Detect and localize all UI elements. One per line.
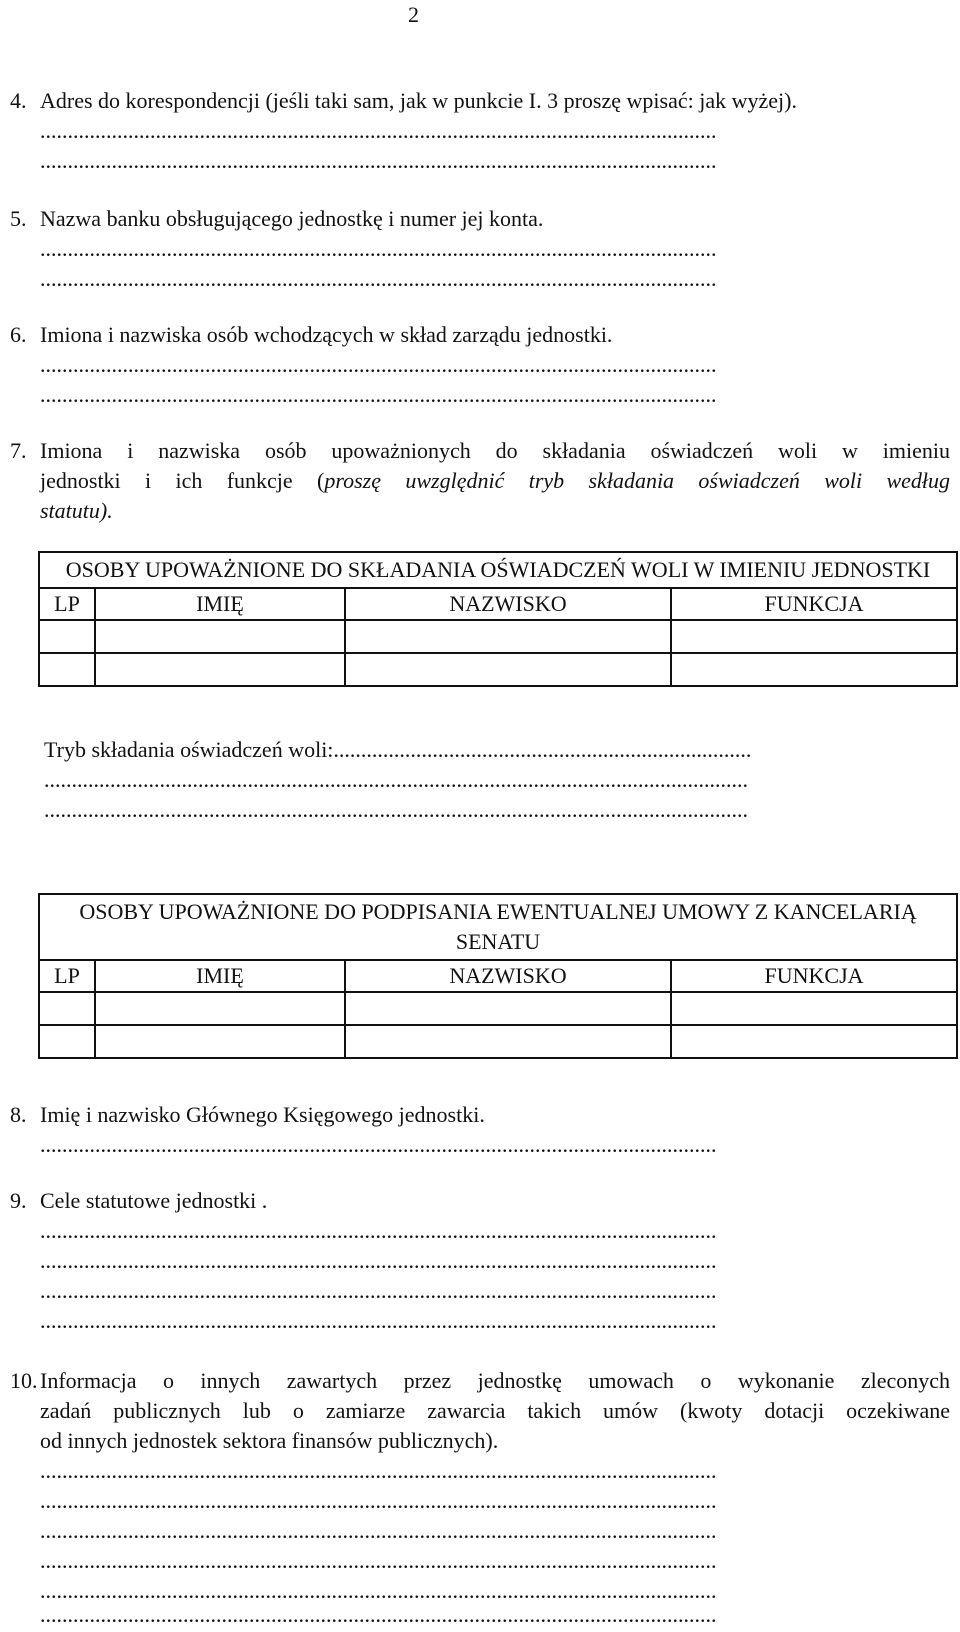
item-7-line-1: Imiona i nazwiska osób upoważnionych do składania oświadczeń woli w imieniu: [40, 438, 950, 463]
item-7-line-3: [40, 496, 950, 526]
tryb-line: [44, 735, 914, 765]
item-10-dots-2: ...........................................................................................................................: [40, 1488, 717, 1513]
item-7-text: [40, 436, 950, 526]
item-5-dots-1: ...........................................................................................................................: [40, 236, 717, 261]
item-6-dots-2: ...........................................................................................................................: [40, 382, 717, 407]
item-5-text: Nazwa banku obsługującego jednostkę i numer jej konta.: [40, 206, 544, 231]
table-row: [39, 620, 957, 653]
item-10-dots-1: ...........................................................................................................................: [40, 1458, 717, 1483]
table-cell[interactable]: [39, 653, 95, 686]
table-row: [39, 653, 957, 686]
item-10-dots-6: ...........................................................................................................................: [40, 1602, 717, 1627]
table-1-header-funkcja: FUNKCJA: [671, 588, 957, 620]
item-8-dots-1: ...........................................................................................................................: [40, 1132, 717, 1157]
tryb-dots-2: ................................................................................................................................: [44, 767, 748, 792]
item-10-line-2: zadań publicznych lub o zamiarze zawarcia takich umów (kwoty dotacji oczekiwane: [40, 1398, 950, 1423]
table-cell[interactable]: [95, 1025, 345, 1058]
item-9-dots-4: ...........................................................................................................................: [40, 1308, 717, 1333]
table-cell[interactable]: [345, 992, 671, 1025]
table-cell[interactable]: [671, 1025, 957, 1058]
table-1-header-nazwisko: NAZWISKO: [345, 588, 671, 620]
authorized-signing-table: [38, 893, 958, 1059]
table-1-header-lp: LP: [39, 588, 95, 620]
table-cell[interactable]: [95, 620, 345, 653]
item-9-dots-2: ...........................................................................................................................: [40, 1248, 717, 1273]
tryb-dots: ............................................................................: [333, 737, 752, 762]
item-6-dots-1: ...........................................................................................................................: [40, 352, 717, 377]
authorized-declarations-table: [38, 551, 958, 687]
table-cell[interactable]: [345, 653, 671, 686]
table-cell[interactable]: [671, 992, 957, 1025]
item-5-dots-2: ...........................................................................................................................: [40, 266, 717, 291]
table-2-header-funkcja: FUNKCJA: [671, 960, 957, 992]
item-10-line-3: od innych jednostek sektora finansów publicznych).: [40, 1428, 499, 1453]
table-cell[interactable]: [345, 1025, 671, 1058]
item-9-dots-1: ...........................................................................................................................: [40, 1218, 717, 1243]
item-10-number: 10.: [10, 1368, 38, 1393]
item-7-line-2-italic: proszę uwzględnić tryb składania oświadczeń woli według: [324, 468, 951, 493]
table-cell[interactable]: [95, 653, 345, 686]
item-10-dots-5: ...........................................................................................................................: [40, 1578, 717, 1603]
item-4-dots-2: ...........................................................................................................................: [40, 148, 717, 173]
table-1-header-imie: IMIĘ: [95, 588, 345, 620]
table-cell[interactable]: [39, 1025, 95, 1058]
item-6-number: 6.: [10, 322, 27, 347]
tryb-label: Tryb składania oświadczeń woli:: [44, 737, 334, 762]
table-2-header-nazwisko: NAZWISKO: [345, 960, 671, 992]
item-10-line-1: Informacja o innych zawartych przez jednostkę umowach o wykonanie zleconych: [40, 1368, 950, 1393]
table-row: [39, 992, 957, 1025]
table-cell[interactable]: [671, 620, 957, 653]
item-5-number: 5.: [10, 206, 27, 231]
item-8-text: Imię i nazwisko Głównego Księgowego jednostki.: [40, 1102, 485, 1127]
item-9-text: Cele statutowe jednostki .: [40, 1188, 268, 1213]
table-2-header-imie: IMIĘ: [95, 960, 345, 992]
table-cell[interactable]: [345, 620, 671, 653]
table-cell[interactable]: [95, 992, 345, 1025]
table-cell[interactable]: [39, 620, 95, 653]
item-9-number: 9.: [10, 1188, 27, 1213]
item-10-dots-3: ...........................................................................................................................: [40, 1518, 717, 1543]
item-4-number: 4.: [10, 88, 27, 113]
item-9-dots-3: ...........................................................................................................................: [40, 1278, 717, 1303]
item-7-line-2-plain: jednostki i ich funkcje (: [40, 468, 325, 493]
item-4-text: Adres do korespondencji (jeśli taki sam, jak w punkcie I. 3 proszę wpisać: jak wyżej).: [40, 88, 797, 113]
item-4-dots-1: ...........................................................................................................................: [40, 118, 717, 143]
table-1-title: OSOBY UPOWAŻNIONE DO SKŁADANIA OŚWIADCZEŃ WOLI W IMIENIU JEDNOSTKI: [39, 552, 957, 588]
table-2-title: OSOBY UPOWAŻNIONE DO PODPISANIA EWENTUALNEJ UMOWY Z KANCELARIĄ SENATU: [39, 894, 957, 960]
item-10-text: [40, 1366, 950, 1456]
item-7-line-2: [40, 466, 950, 496]
item-6-text: Imiona i nazwiska osób wchodzących w skład zarządu jednostki.: [40, 322, 613, 347]
table-2-header-lp: LP: [39, 960, 95, 992]
item-7-number: 7.: [10, 438, 27, 463]
item-10-dots-4: ...........................................................................................................................: [40, 1548, 717, 1573]
tryb-dots-3: ................................................................................................................................: [44, 797, 748, 822]
page-number: 2: [408, 2, 419, 27]
table-cell[interactable]: [671, 653, 957, 686]
table-row: [39, 1025, 957, 1058]
item-8-number: 8.: [10, 1102, 27, 1127]
item-7-line-3-italic: statutu).: [40, 498, 113, 523]
table-cell[interactable]: [39, 992, 95, 1025]
